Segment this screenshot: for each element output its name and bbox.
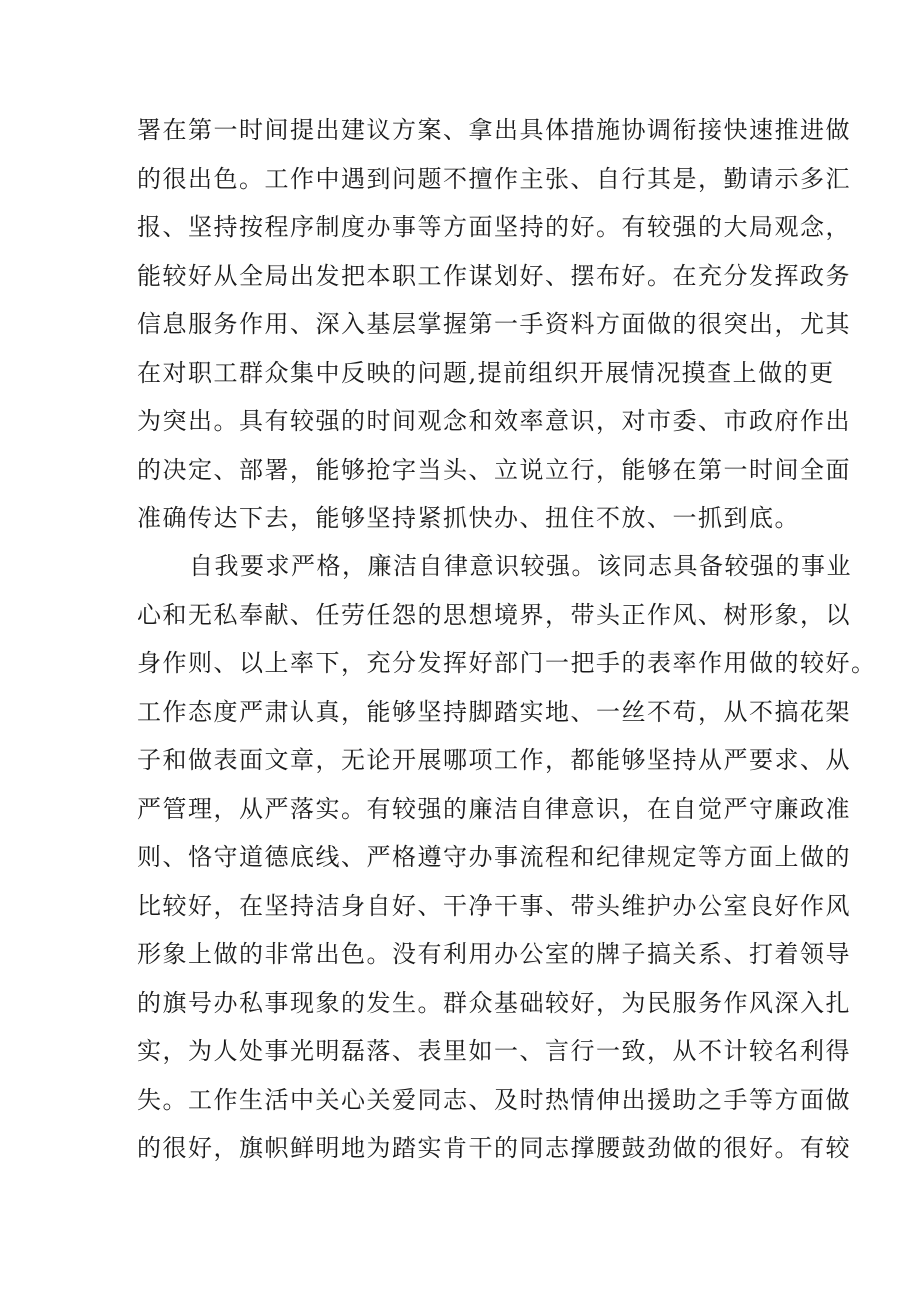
paragraph-line: 在对职工群众集中反映的问题,提前组织开展情况摸查上做的更 <box>137 358 835 387</box>
paragraph-line: 的很出色。工作中遇到问题不擅作主张、自行其是，勤请示多汇 <box>137 164 851 193</box>
paragraph-line: 工作态度严肃认真，能够坚持脚踏实地、一丝不苟，从不搞花架 <box>137 697 851 726</box>
paragraph-line: 则、恪守道德底线、严格遵守办事流程和纪律规定等方面上做的 <box>137 843 851 871</box>
paragraph-line: 身作则、以上率下，充分发挥好部门一把手的表率作用做的较好。 <box>137 649 877 677</box>
paragraph-line: 为突出。具有较强的时间观念和效率意识，对市委、市政府作出 <box>137 407 851 435</box>
paragraph-first-line: 自我要求严格，廉洁自律意识较强。该同志具备较强的事业 <box>189 552 852 580</box>
paragraph-line: 报、坚持按程序制度办事等方面坚持的好。有较强的大局观念， <box>137 213 851 241</box>
paragraph-line: 实，为人处事光明磊落、表里如一、言行一致，从不计较名利得 <box>137 1037 851 1065</box>
paragraph-line: 信息服务作用、深入基层掌握第一手资料方面做的很突出，尤其 <box>137 310 851 338</box>
paragraph-1 <box>137 106 851 543</box>
paragraph-line: 的很好，旗帜鲜明地为踏实肯干的同志撑腰鼓劲做的很好。有较 <box>137 1134 851 1162</box>
paragraph-line: 严管理，从严落实。有较强的廉洁自律意识，在自觉严守廉政准 <box>137 794 851 823</box>
paragraph-line: 失。工作生活中关心关爱同志、及时热情伸出援助之手等方面做 <box>137 1085 851 1114</box>
paragraph-line: 准确传达下去，能够坚持紧抓快办、扭住不放、一抓到底。 <box>137 504 800 532</box>
paragraph-line: 形象上做的非常出色。没有利用办公室的牌子搞关系、打着领导 <box>137 940 851 968</box>
paragraph-line: 能较好从全局出发把本职工作谋划好、摆布好。在充分发挥政务 <box>137 261 851 290</box>
paragraph-line: 心和无私奉献、任劳任怨的思想境界，带头正作风、树形象，以 <box>137 600 851 629</box>
paragraph-line: 的旗号办私事现象的发生。群众基础较好，为民服务作风深入扎 <box>137 988 851 1017</box>
paragraph-line: 署在第一时间提出建议方案、拿出具体措施协调衔接快速推进做 <box>137 116 851 144</box>
paragraph-2 <box>137 542 877 1173</box>
paragraph-line: 的决定、部署，能够抢字当头、立说立行，能够在第一时间全面 <box>137 455 851 484</box>
paragraph-line: 比较好，在坚持洁身自好、干净干事、带头维护办公室良好作风 <box>137 891 851 920</box>
paragraph-line: 子和做表面文章，无论开展哪项工作，都能够坚持从严要求、从 <box>137 746 851 774</box>
